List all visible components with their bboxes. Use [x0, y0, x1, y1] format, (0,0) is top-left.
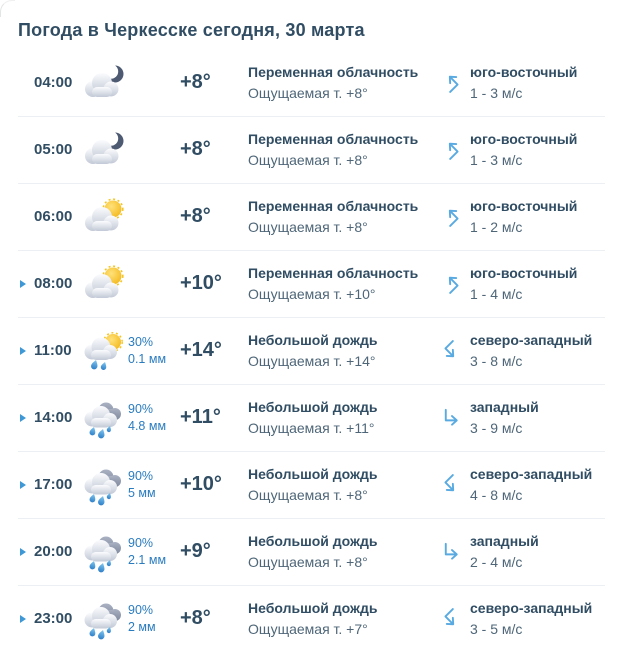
rain-icon: [80, 531, 128, 573]
wind-block: [470, 398, 605, 436]
feels-like-label: Ощущаемая т. +8°: [248, 151, 368, 168]
rain-icon: [80, 397, 128, 439]
forecast-row[interactable]: [18, 585, 605, 652]
precip-probability: 30%: [128, 335, 154, 350]
rain-sun-icon: [80, 330, 128, 372]
time-label: 20:00: [34, 543, 73, 561]
feels-like-label: Ощущаемая т. +11°: [248, 419, 375, 436]
condition-label: Небольшой дождь: [248, 399, 378, 416]
precip-probability: 90%: [128, 402, 154, 417]
wind-block: [470, 130, 605, 168]
expand-chevron-icon[interactable]: [20, 548, 26, 556]
expand-chevron-icon[interactable]: [20, 615, 26, 623]
feels-like-label: Ощущаемая т. +7°: [248, 620, 368, 637]
time-label: 08:00: [34, 275, 73, 293]
feels-like-label: Ощущаемая т. +8°: [248, 84, 368, 101]
wind-direction-icon: [432, 407, 470, 428]
expand-chevron-icon[interactable]: [20, 280, 26, 288]
card-corner: [0, 0, 15, 17]
precip-amount: 2.1 мм: [128, 552, 167, 567]
condition-block: [244, 63, 432, 101]
temperature: +8°: [180, 71, 211, 94]
time-label: 14:00: [34, 409, 73, 427]
forecast-row[interactable]: [18, 518, 605, 585]
cloud-sun-icon: [80, 263, 128, 305]
condition-label: Небольшой дождь: [248, 600, 378, 617]
wind-direction-label: юго-восточный: [470, 198, 578, 215]
precipitation: [128, 535, 176, 568]
precipitation: [128, 602, 176, 635]
condition-label: Небольшой дождь: [248, 332, 378, 349]
forecast-row[interactable]: [18, 250, 605, 317]
page-title: Погода в Черкесске сегодня, 30 марта: [18, 20, 365, 40]
wind-speed-label: 4 - 8 м/с: [470, 486, 523, 503]
condition-block: [244, 331, 432, 369]
expand-chevron-icon[interactable]: [20, 347, 26, 355]
forecast-table: [18, 50, 605, 652]
cloud-moon-icon: [80, 62, 128, 104]
time-label: 04:00: [34, 74, 73, 92]
wind-direction-icon: [432, 139, 470, 160]
feels-like-label: Ощущаемая т. +8°: [248, 218, 368, 235]
wind-direction-label: северо-западный: [470, 332, 593, 349]
wind-speed-label: 3 - 9 м/с: [470, 419, 523, 436]
wind-direction-icon: [432, 608, 470, 629]
condition-label: Переменная облачность: [248, 64, 419, 81]
wind-direction-label: северо-западный: [470, 600, 593, 617]
wind-block: [470, 331, 605, 369]
wind-speed-label: 1 - 3 м/с: [470, 151, 523, 168]
wind-block: [470, 264, 605, 302]
forecast-row[interactable]: [18, 50, 605, 116]
wind-speed-label: 1 - 2 м/с: [470, 218, 523, 235]
wind-speed-label: 1 - 3 м/с: [470, 84, 523, 101]
forecast-row[interactable]: [18, 451, 605, 518]
condition-block: [244, 130, 432, 168]
time-label: 23:00: [34, 610, 73, 628]
temperature: +11°: [180, 406, 221, 429]
forecast-row[interactable]: [18, 384, 605, 451]
condition-label: Небольшой дождь: [248, 466, 378, 483]
feels-like-label: Ощущаемая т. +14°: [248, 352, 376, 369]
wind-direction-icon: [432, 340, 470, 361]
precipitation: [128, 468, 176, 501]
condition-label: Переменная облачность: [248, 198, 419, 215]
condition-label: Переменная облачность: [248, 265, 419, 282]
time-label: 05:00: [34, 141, 73, 159]
condition-block: [244, 264, 432, 302]
cloud-moon-icon: [80, 129, 128, 171]
wind-direction-icon: [432, 273, 470, 294]
forecast-row[interactable]: [18, 116, 605, 183]
precip-probability: 90%: [128, 603, 154, 618]
wind-direction-icon: [432, 206, 470, 227]
condition-label: Переменная облачность: [248, 131, 419, 148]
precipitation: [128, 334, 176, 367]
temperature: +10°: [180, 473, 222, 496]
wind-direction-label: северо-западный: [470, 466, 593, 483]
wind-speed-label: 3 - 8 м/с: [470, 352, 523, 369]
temperature: +10°: [180, 272, 222, 295]
precip-amount: 0.1 мм: [128, 351, 167, 366]
expand-chevron-icon[interactable]: [20, 414, 26, 422]
condition-label: Небольшой дождь: [248, 533, 378, 550]
wind-block: [470, 63, 605, 101]
wind-speed-label: 1 - 4 м/с: [470, 285, 523, 302]
wind-direction-icon: [432, 541, 470, 562]
wind-direction-label: юго-восточный: [470, 64, 578, 81]
temperature: +9°: [180, 540, 211, 563]
temperature: +8°: [180, 138, 211, 161]
wind-direction-label: западный: [470, 533, 539, 550]
precip-probability: 90%: [128, 536, 154, 551]
wind-direction-label: юго-восточный: [470, 131, 578, 148]
wind-speed-label: 2 - 4 м/с: [470, 553, 523, 570]
wind-block: [470, 197, 605, 235]
condition-block: [244, 197, 432, 235]
rain-icon: [80, 464, 128, 506]
condition-block: [244, 465, 432, 503]
feels-like-label: Ощущаемая т. +10°: [248, 285, 376, 302]
temperature: +14°: [180, 339, 222, 362]
time-label: 17:00: [34, 476, 73, 494]
condition-block: [244, 398, 432, 436]
forecast-row[interactable]: [18, 317, 605, 384]
cloud-sun-icon: [80, 196, 128, 238]
precip-amount: 4.8 мм: [128, 418, 167, 433]
precipitation: [128, 401, 176, 434]
precip-amount: 5 мм: [128, 485, 156, 500]
condition-block: [244, 532, 432, 570]
condition-block: [244, 599, 432, 637]
rain-icon: [80, 598, 128, 640]
wind-block: [470, 465, 605, 503]
wind-block: [470, 599, 605, 637]
feels-like-label: Ощущаемая т. +8°: [248, 486, 368, 503]
precip-probability: 90%: [128, 469, 154, 484]
wind-direction-label: западный: [470, 399, 539, 416]
precip-amount: 2 мм: [128, 619, 156, 634]
wind-block: [470, 532, 605, 570]
wind-speed-label: 3 - 5 м/с: [470, 620, 523, 637]
wind-direction-label: юго-восточный: [470, 265, 578, 282]
temperature: +8°: [180, 607, 211, 630]
expand-chevron-icon[interactable]: [20, 481, 26, 489]
time-label: 11:00: [34, 342, 72, 360]
feels-like-label: Ощущаемая т. +8°: [248, 553, 368, 570]
temperature: +8°: [180, 205, 211, 228]
wind-direction-icon: [432, 72, 470, 93]
forecast-row[interactable]: [18, 183, 605, 250]
time-label: 06:00: [34, 208, 73, 226]
wind-direction-icon: [432, 474, 470, 495]
